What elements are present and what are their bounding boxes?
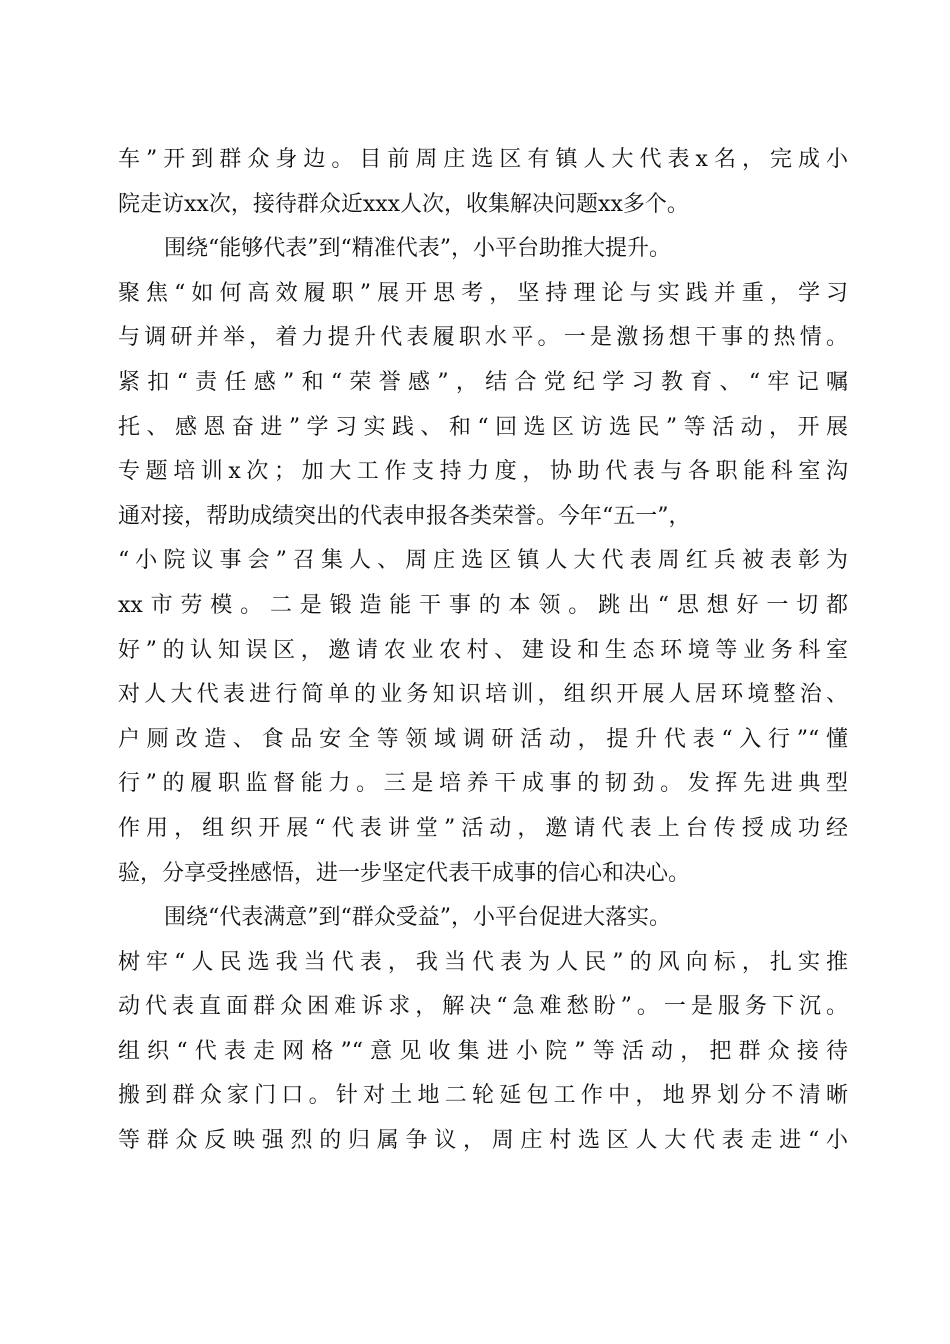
text-line: “小院议事会”召集人、周庄选区镇人大代表周红兵被表彰为 bbox=[118, 548, 848, 574]
text-line: 院走访xx次，接待群众近xxx人次，收集解决问题xx多个。 bbox=[118, 191, 689, 217]
text-line: 行”的履职监督能力。三是培养干成事的韧劲。发挥先进典型 bbox=[118, 771, 848, 797]
text-line: 动代表直面群众困难诉求，解决“急难愁盼”。一是服务下沉。 bbox=[118, 994, 848, 1020]
text-line: 托、感恩奋进”学习实践、和“回选区访选民”等活动，开展 bbox=[118, 414, 848, 440]
text-line: 组织“代表走网格”“意见收集进小院”等活动，把群众接待 bbox=[118, 1038, 848, 1064]
text-line: 紧扣“责任感”和“荣誉感”，结合党纪学习教育、“牢记嘱 bbox=[118, 369, 848, 395]
text-line: 对人大代表进行简单的业务知识培训，组织开展人居环境整治、 bbox=[118, 682, 848, 708]
text-line: 作用，组织开展“代表讲堂”活动，邀请代表上台传授成功经 bbox=[118, 815, 848, 841]
text-line: xx市劳模。二是锻造能干事的本领。跳出“思想好一切都 bbox=[118, 592, 848, 618]
text-line: 专题培训x次；加大工作支持力度，协助代表与各职能科室沟 bbox=[118, 459, 848, 485]
text-line: 好”的认知误区，邀请农业农村、建设和生态环境等业务科室 bbox=[118, 637, 848, 663]
text-line: 通对接，帮助成绩突出的代表申报各类荣誉。今年“五一”， bbox=[118, 503, 691, 529]
text-line: 树牢“人民选我当代表，我当代表为人民”的风向标，扎实推 bbox=[118, 949, 848, 975]
text-line: 车”开到群众身边。目前周庄选区有镇人大代表x名，完成小 bbox=[118, 147, 848, 172]
text-line: 搬到群众家门口。针对土地二轮延包工作中，地界划分不清晰 bbox=[118, 1083, 848, 1109]
body-text bbox=[118, 138, 848, 1164]
paragraph-heading-line: 围绕“能够代表”到“精准代表”，小平台助推大提升。 bbox=[164, 236, 671, 262]
text-line: 聚焦“如何高效履职”展开思考，坚持理论与实践并重，学习 bbox=[118, 280, 848, 306]
text-line: 户厕改造、食品安全等领域调研活动，提升代表“入行”“懂 bbox=[118, 726, 848, 752]
text-line: 验，分享受挫感悟，进一步坚定代表干成事的信心和决心。 bbox=[118, 860, 691, 886]
paragraph-heading-line: 围绕“代表满意”到“群众受益”，小平台促进大落实。 bbox=[164, 905, 671, 931]
text-line: 等群众反映强烈的归属争议，周庄村选区人大代表走进“小 bbox=[118, 1128, 848, 1154]
text-line: 与调研并举，着力提升代表履职水平。一是激扬想干事的热情。 bbox=[118, 325, 848, 351]
